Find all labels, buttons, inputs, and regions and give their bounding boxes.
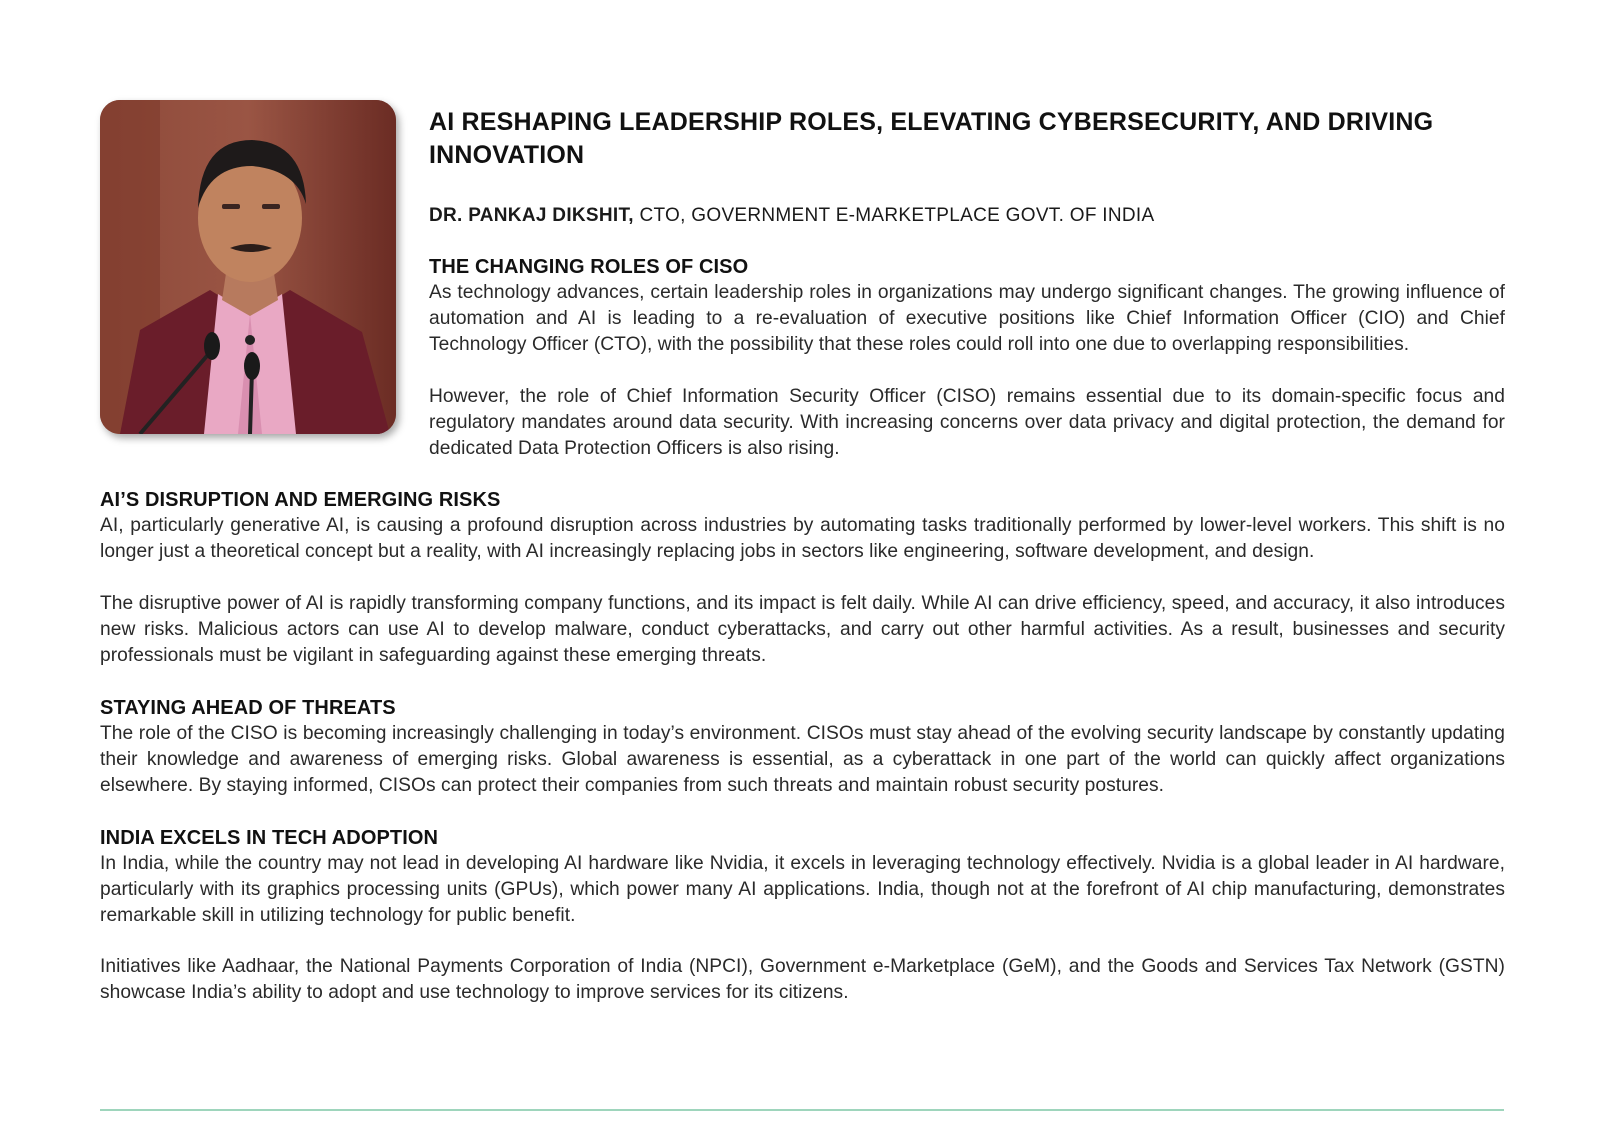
paragraph: As technology advances, certain leadership roles in organizations may undergo significant changes. The growing influence of automation and AI is leading to a re-evaluation of executive positions like Chief Information Officer (CIO) and Chief Technology Officer (CTO), with the possibility that these roles could roll into one due to overlapping responsibilities. bbox=[429, 282, 1505, 355]
article-title: AI RESHAPING LEADERSHIP ROLES, ELEVATING CYBERSECURITY, AND DRIVING INNOVATION bbox=[429, 108, 1434, 169]
paragraph: AI, particularly generative AI, is causing a profound disruption across industries by automating tasks traditionally performed by lower-level workers. This shift is no longer just a theoretical concept but a reality, with AI increasingly replacing jobs in sectors like engineering, software development, and design. bbox=[100, 515, 1505, 563]
paragraph: However, the role of Chief Information Security Officer (CISO) remains essential due to its domain-specific focus and regulatory mandates around data security. With increasing concerns over data privacy and digital protection, the demand for dedicated Data Protection Officers is also rising. bbox=[429, 385, 1505, 459]
author-role: CTO, GOVERNMENT E-MARKETPLACE GOVT. OF INDIA bbox=[639, 205, 1155, 226]
paragraph: The role of the CISO is becoming increasingly challenging in today’s environment. CISOs must stay ahead of the evolving security landscape by constantly updating their knowledge and awareness of emerging risks. Global awareness is essential, as a cyberattack in one part of the world can quickly affect organizations elsewhere. By staying informed, CISOs can protect their companies from such threats and maintain robust security postures. bbox=[100, 722, 1505, 796]
article bbox=[100, 100, 1505, 1006]
speaker-photo bbox=[100, 100, 396, 434]
section-heading-ciso: THE CHANGING ROLES OF CISO bbox=[429, 256, 749, 278]
author-name: DR. PANKAJ DIKSHIT, bbox=[429, 205, 634, 226]
footer-wave-divider bbox=[100, 1104, 1505, 1116]
section-heading-ai-disruption: AI’S DISRUPTION AND EMERGING RISKS bbox=[100, 489, 501, 512]
paragraph: The disruptive power of AI is rapidly transforming company functions, and its impact is felt daily. While AI can drive efficiency, speed, and accuracy, it also introduces new risks. Malicious actors can use AI to develop malware, conduct cyberattacks, and carry out other harmful activities. As a result, businesses and security professionals must be vigilant in safeguarding against these emerging threats. bbox=[100, 593, 1505, 667]
paragraph: Initiatives like Aadhaar, the National Payments Corporation of India (NPCI), Government e-Marketplace (GeM), and the Goods and Services Tax Network (GSTN) showcase India’s ability to adopt and use technology to improve services for its citizens. bbox=[100, 956, 1505, 1004]
section-heading-threats: STAYING AHEAD OF THREATS bbox=[100, 696, 396, 719]
paragraph: In India, while the country may not lead in developing AI hardware like Nvidia, it excels in leveraging technology effectively. Nvidia is a global leader in AI hardware, particularly with its graphics processing units (GPUs), which power many AI applications. India, though not at the forefront of AI chip manufacturing, demonstrates remarkable skill in utilizing technology for public benefit. bbox=[100, 852, 1505, 926]
section-heading-india: INDIA EXCELS IN TECH ADOPTION bbox=[100, 826, 439, 849]
